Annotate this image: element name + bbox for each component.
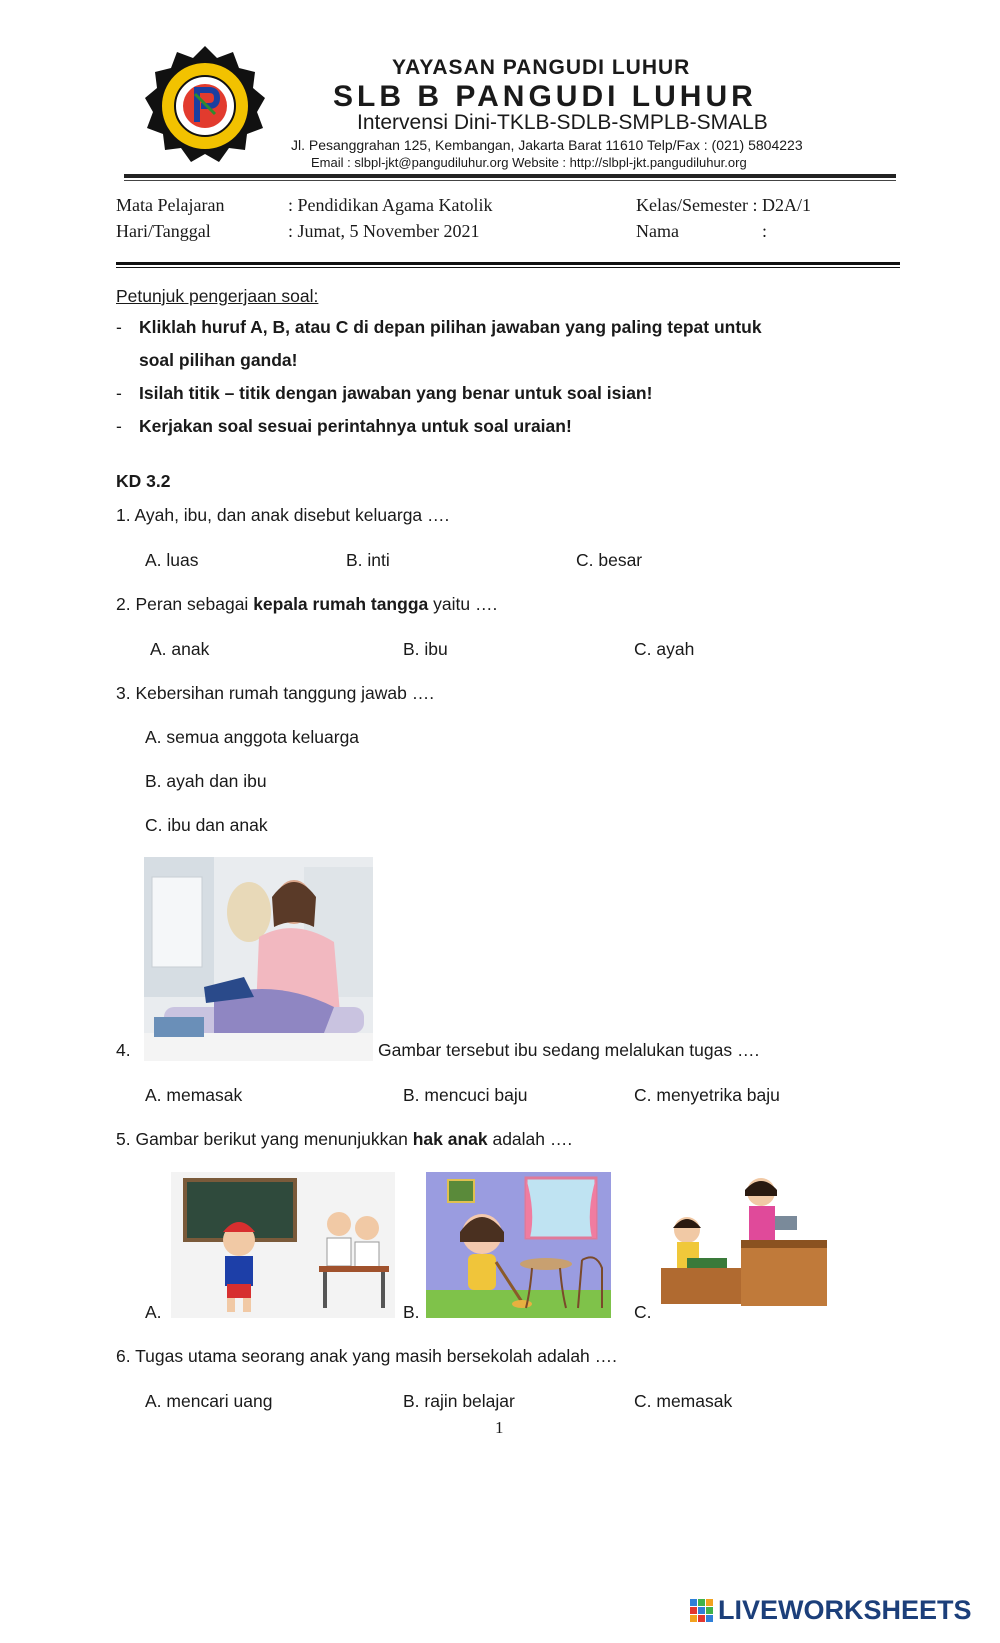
q2-option-b[interactable]: B. ibu xyxy=(403,639,448,659)
q1-option-c[interactable]: C. besar xyxy=(576,550,643,570)
question-1: 1. Ayah, ibu, dan anak disebut keluarga …. xyxy=(116,505,450,525)
school-levels: Intervensi Dini-TKLB-SDLB-SMPLB-SMALB xyxy=(357,111,768,134)
q3-option-b[interactable]: B. ayah dan ibu xyxy=(145,771,267,791)
q4-option-a[interactable]: A. memasak xyxy=(145,1085,243,1105)
school-address: Jl. Pesanggrahan 125, Kembangan, Jakarta Barat 11610 Telp/Fax : (021) 5804223 xyxy=(291,137,803,153)
header-separator xyxy=(116,262,900,265)
q2-option-c[interactable]: C. ayah xyxy=(634,639,695,659)
name-colon: : xyxy=(762,221,768,241)
letterhead-rule xyxy=(124,174,896,178)
instruction-1-cont: soal pilihan ganda! xyxy=(139,350,298,370)
school-contact: Email : slbpl-jkt@pangudiluhur.org Website : http://slbpl-jkt.pangudiluhur.org xyxy=(311,155,747,170)
question-3: 3. Kebersihan rumah tanggung jawab …. xyxy=(116,683,435,703)
q2-option-a[interactable]: A. anak xyxy=(150,639,210,659)
q1-option-b[interactable]: B. inti xyxy=(346,550,390,570)
instruction-2: Isilah titik – titik dengan jawaban yang benar untuk soal isian! xyxy=(139,383,653,403)
question-4-number: 4. xyxy=(116,1040,131,1060)
q6-option-a[interactable]: A. mencari uang xyxy=(145,1391,273,1411)
instruction-bullet: - xyxy=(116,416,122,436)
date-value: : Jumat, 5 November 2021 xyxy=(288,221,480,241)
subject-value: : Pendidikan Agama Katolik xyxy=(288,195,493,215)
liveworksheets-icon xyxy=(690,1599,714,1623)
section-title: KD 3.2 xyxy=(116,471,171,491)
instructions-title: Petunjuk pengerjaan soal: xyxy=(116,286,319,306)
school-logo xyxy=(143,44,267,168)
instruction-bullet: - xyxy=(116,383,122,403)
instruction-1: Kliklah huruf A, B, atau C di depan pilihan jawaban yang paling tepat untuk xyxy=(139,317,762,337)
ironing-photo xyxy=(144,857,373,1061)
question-6: 6. Tugas utama seorang anak yang masih bersekolah adalah …. xyxy=(116,1346,618,1366)
instruction-3: Kerjakan soal sesuai perintahnya untuk soal uraian! xyxy=(139,416,572,436)
class-label: Kelas/Semester : D2A/1 xyxy=(636,195,811,215)
school-children-image[interactable] xyxy=(171,1172,395,1318)
instruction-bullet: - xyxy=(116,317,122,337)
liveworksheets-brand[interactable]: LIVEWORKSHEETS xyxy=(718,1595,972,1625)
letterhead-rule-thin xyxy=(124,180,896,181)
school-name: SLB B PANGUDI LUHUR xyxy=(333,80,757,113)
q6-option-c[interactable]: C. memasak xyxy=(634,1391,733,1411)
foundation-name: YAYASAN PANGUDI LUHUR xyxy=(392,56,691,79)
q5-option-b[interactable]: B. xyxy=(403,1302,420,1322)
name-label: Nama xyxy=(636,221,679,241)
q1-option-a[interactable]: A. luas xyxy=(145,550,199,570)
date-label: Hari/Tanggal xyxy=(116,221,211,241)
page-number: 1 xyxy=(495,1418,504,1437)
q4-option-c[interactable]: C. menyetrika baju xyxy=(634,1085,780,1105)
q3-option-c[interactable]: C. ibu dan anak xyxy=(145,815,268,835)
question-5: 5. Gambar berikut yang menunjukkan hak anak adalah …. xyxy=(116,1129,573,1149)
subject-label: Mata Pelajaran xyxy=(116,195,225,215)
q6-option-b[interactable]: B. rajin belajar xyxy=(403,1391,515,1411)
children-cooking-image[interactable] xyxy=(657,1172,830,1318)
question-4: Gambar tersebut ibu sedang melalukan tugas …. xyxy=(378,1040,760,1060)
q5-option-a[interactable]: A. xyxy=(145,1302,162,1322)
question-2: 2. Peran sebagai kepala rumah tangga yaitu …. xyxy=(116,594,498,614)
q3-option-a[interactable]: A. semua anggota keluarga xyxy=(145,727,360,747)
girl-sweeping-image[interactable] xyxy=(426,1172,611,1318)
header-separator-thin xyxy=(116,267,900,268)
q4-option-b[interactable]: B. mencuci baju xyxy=(403,1085,528,1105)
q5-option-c[interactable]: C. xyxy=(634,1302,652,1322)
